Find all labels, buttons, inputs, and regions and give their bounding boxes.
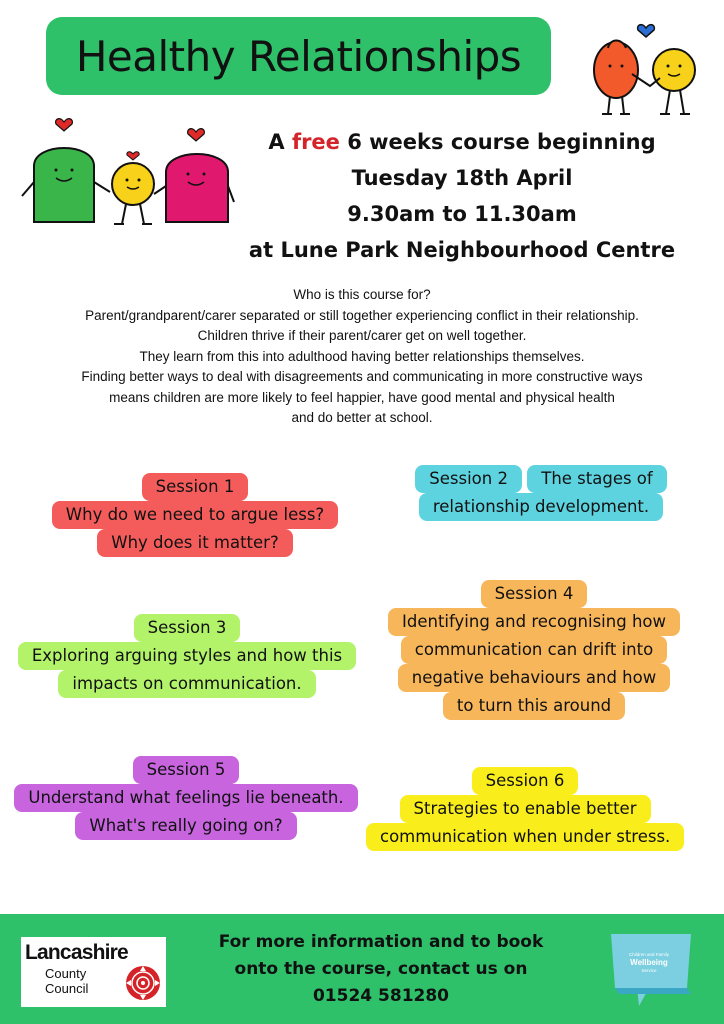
session-text: Understand what feelings lie beneath. [21,785,350,811]
contact-line: For more information and to book [218,932,544,952]
session-text: communication when under stress. [373,824,677,850]
session-title: Session 6 [479,768,572,794]
heart-icon [56,119,73,131]
session-text: relationship development. [426,494,656,520]
phone-number: 01524 581280 [312,986,450,1006]
description-line: and do better at school. [291,410,433,425]
free-highlight: free [291,130,340,154]
red-rose-icon [124,963,162,1003]
heart-icon [127,152,139,160]
session-text: negative behaviours and how [405,665,663,691]
session-4-card [386,580,682,720]
page-title: Healthy Relationships [75,31,522,81]
session-text: Why do we need to argue less? [59,502,331,528]
session-text: What's really going on? [82,813,289,839]
session-title: Session 5 [140,757,233,783]
description-line: Finding better ways to deal with disagreements and communicating in more constructive ways [81,369,643,384]
holding-hands-illustration-right [588,18,706,120]
session-1-card [50,473,340,557]
heart-icon [638,25,655,37]
session-3-card [14,614,360,698]
session-text: The stages of [534,466,659,492]
description-line: Parent/grandparent/carer separated or still together experiencing conflict in their relationship. [85,307,639,323]
session-5-card [8,756,364,840]
session-text: Exploring arguing styles and how this [25,643,349,669]
description-line: Children thrive if their parent/carer get on well together. [197,328,527,343]
logo-name: Lancashire [25,941,128,964]
contact-info [196,929,566,1010]
description-line: means children are more likely to feel happier, have good mental and physical health [109,389,615,405]
session-text: Identifying and recognising how [395,609,673,635]
session-title: Session 2 [422,466,515,492]
session-text: impacts on communication. [65,671,308,697]
title-banner [46,17,551,95]
description-line: They learn from this into adulthood having better relationships themselves. [139,348,585,364]
course-details [232,124,692,268]
contact-line: onto the course, contact us on [234,959,528,979]
heart-icon [188,129,205,141]
session-text: Why does it matter? [104,530,285,556]
course-intro-line: A free 6 weeks course beginning [268,130,656,154]
session-text: Strategies to enable better [407,796,644,822]
family-illustration [18,112,236,232]
session-title: Session 4 [488,581,581,607]
wellbeing-service-logo: Children and Family Wellbeing Service [609,932,693,1008]
session-title: Session 3 [141,615,234,641]
description-line: Who is this course for? [293,287,431,302]
session-2-card [414,465,668,521]
course-time: 9.30am to 11.30am [347,202,577,226]
session-title: Session 1 [149,474,242,500]
course-description [20,285,704,429]
course-date: Tuesday 18th April [351,166,573,190]
lancashire-county-council-logo [21,937,166,1007]
session-6-card [366,767,684,851]
session-text: communication can drift into [408,637,660,663]
session-text: to turn this around [450,693,618,719]
logo-subtitle: County Council [45,966,89,996]
course-venue: at Lune Park Neighbourhood Centre [248,238,676,262]
